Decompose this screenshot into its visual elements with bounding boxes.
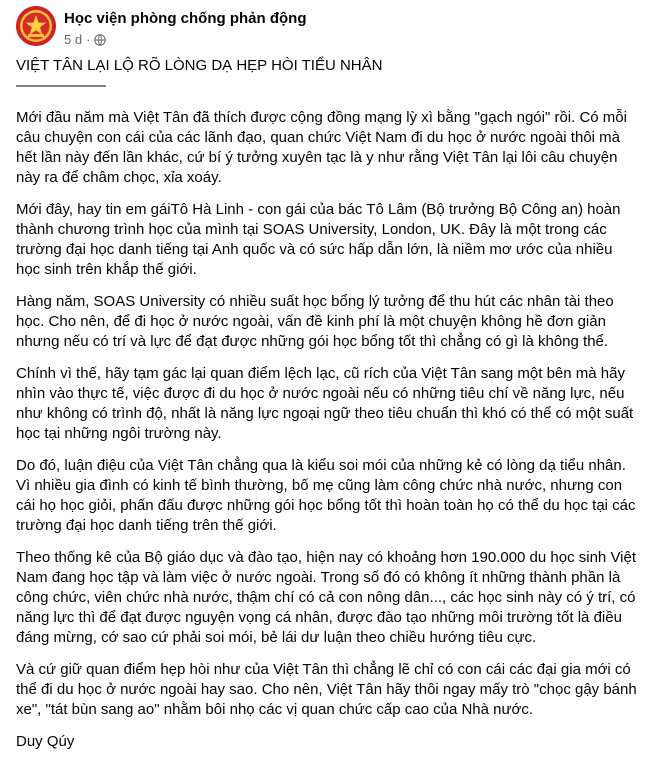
globe-icon[interactable]	[94, 34, 106, 46]
post-header	[16, 6, 636, 50]
post-paragraph: Chính vì thế, hãy tạm gác lại quan điểm lệch lạc, cũ rích của Việt Tân sang một bên mà hãy nhìn vào thực tế, việc được đi du học ở nước ngoài nếu có những tiêu chí về năng lực, nếu như không có trình độ, nhất là năng lực ngoại ngữ theo tiêu chuẩn thì khó có thể có một suất học tại những ngôi trường này.	[16, 365, 634, 442]
post-meta	[64, 32, 106, 47]
post-paragraph: Hàng năm, SOAS University có nhiều suất học bổng lý tưởng để thu hút các nhân tài theo học. Cho nên, để đi học ở nước ngoài, vấn đề kinh phí là một chuyện không hề đơn giản nhưng nếu có trí và lực để đạt được những gói học bổng tốt thì chẳng có gì là không thể.	[16, 293, 614, 350]
post-paragraph: Mới đây, hay tin em gáiTô Hà Linh - con gái của bác Tô Lâm (Bộ trưởng Bộ Công an) hoàn thành chương trình học của mình tại SOAS University, London, UK. Đây là một trong các trường đại học danh tiếng tại Anh quốc và có sức hấp dẫn lớn, là niềm mơ ước của nhiều học sinh trên khắp thế giới.	[16, 201, 621, 278]
post-paragraph: Mới đầu năm mà Việt Tân đã thích được cộng đồng mạng lỳ xì bằng "gạch ngói" rồi. Có mỗi câu chuyện con cái của các lãnh đạo, quan chức Việt Nam đi du học ở nước ngoài thôi mà hết lần này đến lần khác, cứ bí ý tưởng xuyên tạc là y như rằng Việt Tân lại lôi câu chuyện này ra để châm chọc, xỉa xoáy.	[16, 109, 627, 186]
page-name[interactable]: Học viện phòng chống phản động	[64, 10, 307, 27]
meta-separator: ·	[86, 32, 91, 47]
post-time[interactable]: 5 d	[64, 32, 83, 47]
page-avatar[interactable]	[16, 6, 56, 46]
post-paragraph: Và cứ giữ quan điểm hẹp hòi như của Việt Tân thì chẳng lẽ chỉ có con cái các đại gia mới có thể đi du học ở nước ngoài hay sao. Cho nên, Việt Tân hãy thôi ngay mấy trò "chọc gậy bánh xe", "tát bùn sang ao" nhằm bôi nhọ các vị quan chức cấp cao của Nhà nước.	[16, 661, 637, 718]
post-paragraph: Theo thống kê của Bộ giáo dục và đào tạo, hiện nay có khoảng hơn 190.000 du học sinh Việt Nam đang học tập và làm việc ở nước ngoài. Trong số đó có không ít những thành phần là công chức, viên chức nhà nước, thậm chí có cả con nông dân..., các học sinh này có ý trí, có năng lực thì để đạt được nguyện vọng cá nhân, được đào tạo những môi trường tốt là điều đáng mừng, cớ sao cứ phải soi mói, bẻ lái dư luận theo chiều hướng tiêu cực.	[16, 549, 637, 646]
post-content	[16, 56, 638, 764]
title-rule: ——————	[16, 77, 106, 94]
emblem-icon	[16, 6, 56, 46]
post-signature: Duy Qúy	[16, 733, 75, 750]
post-title: VIỆT TÂN LẠI LỘ RÕ LÒNG DẠ HẸP HÒI TIỂU NHÂN	[16, 57, 383, 74]
post-paragraph: Do đó, luận điệu của Việt Tân chẳng qua là kiểu soi mói của những kẻ có lòng dạ tiểu nhân. Vì nhiều gia đình có kinh tế bình thường, bố mẹ cũng làm công chức nhà nước, nhưng con cái họ học giỏi, phấn đấu được những gói học bổng tốt thì hoàn toàn họ có thể du học tại các trường đại học danh tiếng trên thế giới.	[16, 457, 636, 534]
